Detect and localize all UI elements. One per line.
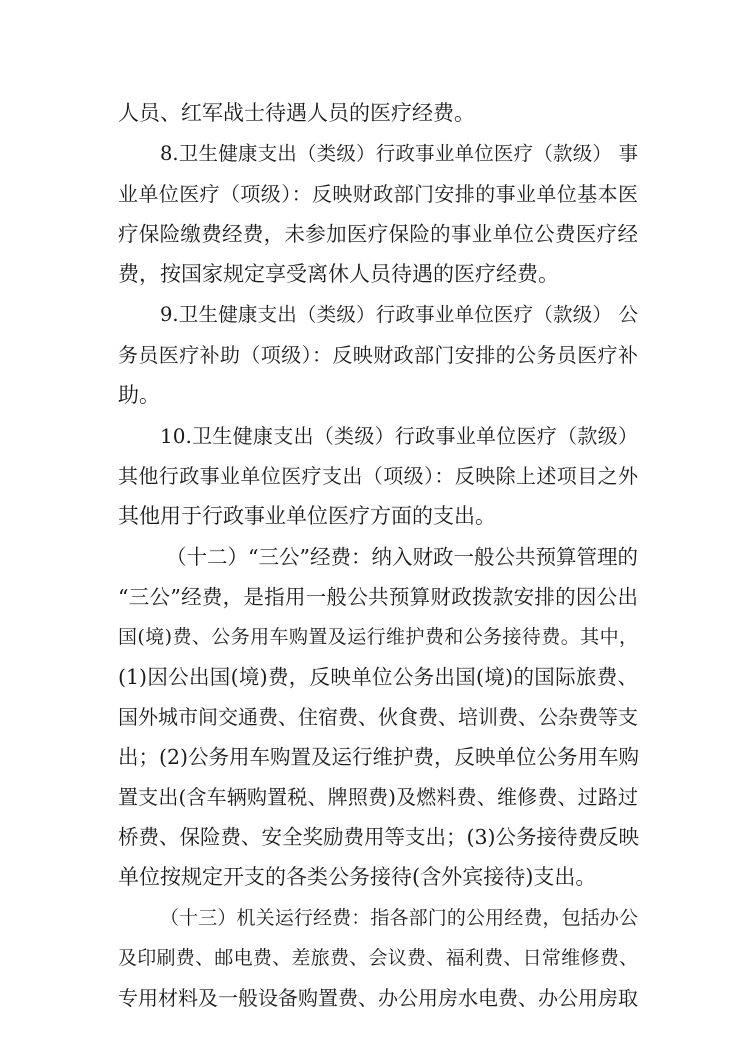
text-line: 国(境)费、公务用车购置及运行维护费和公务接待费。其中， (118, 626, 638, 648)
text-line: 其他行政事业单位医疗支出（项级）：反映除上述项目之外 (118, 464, 638, 488)
text-line: “三公”经费，是指用一般公共预算财政拨款安排的因公出 (118, 585, 638, 609)
text-line: 出；(2)公务用车购置及运行维护费，反映单位公务用车购 (118, 745, 640, 769)
text-line: 8.卫生健康支出（类级）行政事业单位医疗（款级） 事 (160, 142, 638, 165)
text-line: 置支出(含车辆购置税、牌照费)及燃料费、维修费、过路过 (118, 785, 638, 809)
text-line: 务员医疗补助（项级）：反映财政部门安排的公务员医疗补 (118, 343, 638, 367)
text-line: 业单位医疗（项级）：反映财政部门安排的事业单位基本医 (118, 182, 638, 206)
text-line: 助。 (118, 383, 160, 407)
text-line: （十三）机关运行经费：指各部门的公用经费，包括办公 (160, 907, 638, 929)
text-line: 费，按国家规定享受离休人员待遇的医疗经费。 (118, 262, 559, 286)
text-line: 疗保险缴费经费，未参加医疗保险的事业单位公费医疗经 (118, 222, 638, 246)
text-line: （十二）“三公”经费：纳入财政一般公共预算管理的 (166, 545, 638, 569)
text-line: 9.卫生健康支出（类级）行政事业单位医疗（款级） 公 (160, 303, 638, 326)
text-line: 10.卫生健康支出（类级）行政事业单位医疗（款级） (160, 424, 638, 448)
text-line: 桥费、保险费、安全奖励费用等支出；(3)公务接待费反映 (118, 825, 640, 849)
text-line: 国外城市间交通费、住宿费、伙食费、培训费、公杂费等支 (118, 705, 638, 729)
text-line: 其他用于行政事业单位医疗方面的支出。 (118, 504, 496, 528)
text-line: 专用材料及一般设备购置费、办公用房水电费、办公用房取 (118, 986, 638, 1010)
text-line: 及印刷费、邮电费、差旅费、会议费、福利费、日常维修费、 (118, 947, 638, 969)
text-line: 人员、红军战士待遇人员的医疗经费。 (118, 101, 475, 125)
text-line: (1)因公出国(境)费，反映单位公务出国(境)的国际旅费、 (118, 665, 638, 689)
text-line: 单位按规定开支的各类公务接待(含外宾接待)支出。 (118, 865, 597, 889)
